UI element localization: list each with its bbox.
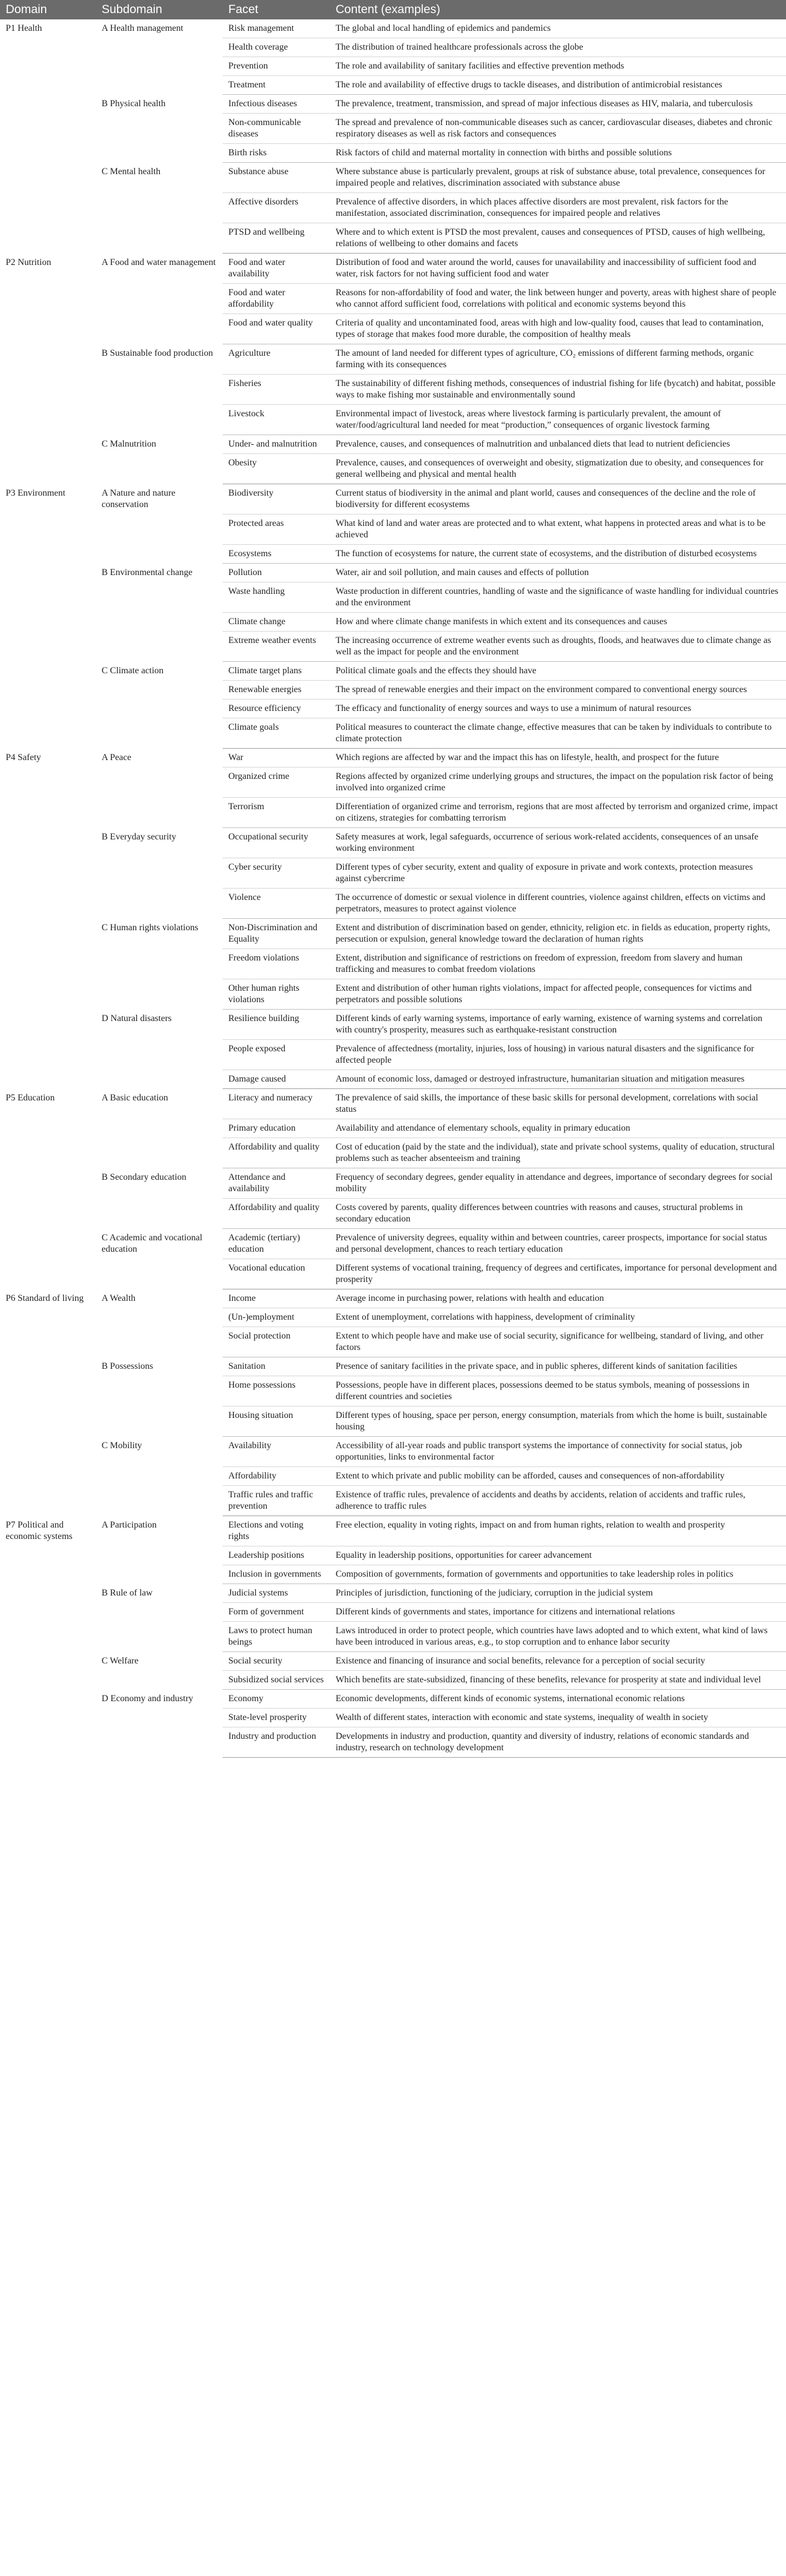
content-cell: Prevalence of affective disorders, in which places affective disorders are most prevalent, risk factors for the manifestation, associated discrimination, consequences for impaired people and relatives: [330, 193, 786, 223]
facet-cell: Cyber security: [223, 858, 330, 889]
facet-cell: Other human rights violations: [223, 979, 330, 1010]
facet-cell: Fisheries: [223, 375, 330, 405]
content-cell: Water, air and soil pollution, and main causes and effects of pollution: [330, 564, 786, 582]
content-cell: Availability and attendance of elementary schools, equality in primary education: [330, 1119, 786, 1138]
table-row: [0, 828, 786, 858]
content-cell: Political measures to counteract the climate change, effective measures that can be taken by individuals to contribute to climate protection: [330, 718, 786, 749]
header-facet: Facet: [223, 0, 330, 19]
subdomain-cell: C Welfare: [102, 1655, 139, 1666]
subdomain-cell: B Sustainable food production: [102, 348, 213, 358]
facet-cell: Livestock: [223, 405, 330, 435]
table-row: [0, 1584, 786, 1603]
content-cell: Which benefits are state-subsidized, financing of these benefits, relevance for prosperity at state and individual level: [330, 1671, 786, 1690]
content-cell: Different types of cyber security, extent and quality of exposure in private and work contexts, protection measures against cybercrime: [330, 858, 786, 889]
domain-cell: P7 Political and economic systems: [6, 1520, 72, 1541]
facet-cell: Prevention: [223, 57, 330, 76]
facet-cell: Pollution: [223, 564, 330, 582]
facet-cell: Laws to protect human beings: [223, 1622, 330, 1652]
content-cell: The spread and prevalence of non-communicable diseases such as cancer, cardiovascular diseases, diabetes and chronic respiratory diseases as well as risk factors and consequences: [330, 114, 786, 144]
content-cell: The sustainability of different fishing methods, consequences of industrial fishing for life (bycatch) and habitat, possible ways to make fishing mor sustainable and environmentally sound: [330, 375, 786, 405]
subdomain-cell: A Nature and nature conservation: [102, 488, 176, 509]
subdomain-cell: A Food and water management: [102, 257, 216, 267]
facet-cell: Subsidized social services: [223, 1671, 330, 1690]
table-row: [0, 1010, 786, 1040]
facet-cell: PTSD and wellbeing: [223, 223, 330, 254]
table-row: [0, 749, 786, 767]
table-row: [0, 163, 786, 193]
domain-cell: P4 Safety: [6, 752, 41, 762]
facet-cell: Affordability and quality: [223, 1199, 330, 1229]
content-cell: The efficacy and functionality of energy sources and ways to use a minimum of natural resources: [330, 700, 786, 718]
facet-cell: Waste handling: [223, 582, 330, 613]
content-cell: Different types of housing, space per person, energy consumption, materials from which the home is built, sustainable housing: [330, 1406, 786, 1437]
header-subdomain: Subdomain: [96, 0, 223, 19]
table-row: [0, 1168, 786, 1199]
content-cell: Frequency of secondary degrees, gender equality in attendance and degrees, importance of secondary degrees for social mobility: [330, 1168, 786, 1199]
facet-cell: Economy: [223, 1690, 330, 1709]
facet-cell: Industry and production: [223, 1727, 330, 1758]
facet-cell: Vocational education: [223, 1259, 330, 1289]
content-cell: Free election, equality in voting rights, impact on and from human rights, relation to wealth and prosperity: [330, 1516, 786, 1546]
table-row: [0, 344, 786, 375]
content-cell: Different kinds of early warning systems, importance of early warning, existence of warning systems and correlation with country's prosperity, measures such as earthquake-resistant construction: [330, 1010, 786, 1040]
facet-cell: Food and water availability: [223, 254, 330, 284]
content-cell: Existence of traffic rules, prevalence of accidents and deaths by accidents, relation of accidents and traffic rules, adherence to traffic rules: [330, 1486, 786, 1516]
content-cell: The function of ecosystems for nature, the current state of ecosystems, and the distribution of disturbed ecosystems: [330, 545, 786, 564]
facet-cell: Climate goals: [223, 718, 330, 749]
content-cell: Prevalence, causes, and consequences of malnutrition and unbalanced diets that lead to nutrient deficiencies: [330, 435, 786, 454]
facet-cell: Risk management: [223, 19, 330, 38]
content-cell: Distribution of food and water around the world, causes for unavailability and inaccessibility of sufficient food and water, risk factors for not having sufficient food and water: [330, 254, 786, 284]
facet-cell: Academic (tertiary) education: [223, 1229, 330, 1259]
content-cell: Political climate goals and the effects they should have: [330, 662, 786, 681]
content-cell: Extent, distribution and significance of restrictions on freedom of expression, freedom from slavery and human trafficking and measures to combat freedom violations: [330, 949, 786, 979]
content-cell: Environmental impact of livestock, areas where livestock farming is particularly prevalent, the amount of water/food/agricultural land needed for meat “production,” consequences of organic livestock farming: [330, 405, 786, 435]
subdomain-cell: A Basic education: [102, 1092, 168, 1103]
content-cell: Extent to which private and public mobility can be afforded, causes and consequences of non-affordability: [330, 1467, 786, 1486]
content-cell: Current status of biodiversity in the animal and plant world, causes and consequences of the decline and the role of biodiversity for different ecosystems: [330, 484, 786, 515]
content-cell: Prevalence of affectedness (mortality, injuries, loss of housing) in various natural disasters and the significance for affected people: [330, 1040, 786, 1070]
content-cell: The spread of renewable energies and their impact on the environment compared to conventional energy sources: [330, 681, 786, 700]
content-cell: The prevalence of said skills, the importance of these basic skills for personal development, correlations with social status: [330, 1089, 786, 1119]
subdomain-cell: A Wealth: [102, 1293, 136, 1303]
facet-cell: Inclusion in governments: [223, 1565, 330, 1584]
facet-cell: Income: [223, 1289, 330, 1308]
content-cell: Different systems of vocational training, frequency of degrees and certificates, importance for personal development and prosperity: [330, 1259, 786, 1289]
header-content: Content (examples): [330, 0, 786, 19]
facet-cell: State-level prosperity: [223, 1709, 330, 1727]
facet-cell: Birth risks: [223, 144, 330, 163]
subdomain-cell: C Human rights violations: [102, 922, 199, 933]
facet-cell: Housing situation: [223, 1406, 330, 1437]
table-row: [0, 1289, 786, 1308]
facet-cell: Climate change: [223, 613, 330, 632]
content-cell: The role and availability of effective drugs to tackle diseases, and distribution of antimicrobial resistances: [330, 76, 786, 95]
subdomain-cell: D Natural disasters: [102, 1013, 172, 1023]
table-row: [0, 254, 786, 284]
table-row: [0, 19, 786, 38]
table-row: [0, 1437, 786, 1467]
content-cell: Extent to which people have and make use of social security, significance for wellbeing, standard of living, and other factors: [330, 1327, 786, 1357]
subdomain-cell: D Economy and industry: [102, 1693, 194, 1703]
facet-cell: Non-communicable diseases: [223, 114, 330, 144]
facet-cell: Resource efficiency: [223, 700, 330, 718]
facet-cell: Health coverage: [223, 38, 330, 57]
facet-cell: Treatment: [223, 76, 330, 95]
content-cell: Differentiation of organized crime and terrorism, regions that are most affected by terrorism and organized crime, impact on citizens, strategies for combatting terrorism: [330, 798, 786, 828]
facet-cell: Availability: [223, 1437, 330, 1467]
facet-cell: Terrorism: [223, 798, 330, 828]
subdomain-cell: C Mental health: [102, 166, 161, 176]
subdomain-cell: A Health management: [102, 23, 184, 33]
facet-cell: Damage caused: [223, 1070, 330, 1089]
table-row: [0, 1357, 786, 1376]
content-cell: Laws introduced in order to protect people, which countries have laws adopted and to which extent, what kind of laws have been introduced in various areas, e.g., to stop corruption and to enhance labor security: [330, 1622, 786, 1652]
content-cell: Average income in purchasing power, relations with health and education: [330, 1289, 786, 1308]
header-domain: Domain: [0, 0, 96, 19]
domain-cell: P3 Environment: [6, 488, 66, 498]
facet-cell: Extreme weather events: [223, 632, 330, 662]
content-cell: Different kinds of governments and states, importance for citizens and international relations: [330, 1603, 786, 1622]
content-cell: Principles of jurisdiction, functioning of the judiciary, corruption in the judicial system: [330, 1584, 786, 1603]
content-cell: The occurrence of domestic or sexual violence in different countries, violence against children, effects on victims and perpetrators, measures to protect against violence: [330, 889, 786, 919]
facet-cell: Infectious diseases: [223, 95, 330, 114]
content-cell: The amount of land needed for different types of agriculture, CO₂ emissions of different farming methods, organic farming with its consequences: [330, 344, 786, 375]
content-cell: Where substance abuse is particularly prevalent, groups at risk of substance abuse, total prevalence, consequences for impaired people and relatives, discrimination associated with substance abuse: [330, 163, 786, 193]
facet-cell: Social security: [223, 1652, 330, 1671]
facet-cell: Resilience building: [223, 1010, 330, 1040]
facet-cell: Non-Discrimination and Equality: [223, 919, 330, 949]
facet-cell: Agriculture: [223, 344, 330, 375]
facet-cell: War: [223, 749, 330, 767]
content-cell: Equality in leadership positions, opportunities for career advancement: [330, 1546, 786, 1565]
table-row: [0, 95, 786, 114]
table-row: [0, 435, 786, 454]
content-cell: Presence of sanitary facilities in the private space, and in public spheres, different kinds of sanitation facilities: [330, 1357, 786, 1376]
content-cell: Economic developments, different kinds of economic systems, international economic relations: [330, 1690, 786, 1709]
content-cell: Extent and distribution of other human rights violations, impact for affected people, consequences for victims and perpetrators and possible solutions: [330, 979, 786, 1010]
table-row: [0, 1652, 786, 1671]
domain-cell: P1 Health: [6, 23, 42, 33]
facet-cell: People exposed: [223, 1040, 330, 1070]
table-row: [0, 662, 786, 681]
content-cell: Where and to which extent is PTSD the most prevalent, causes and consequences of PTSD, causes of high wellbeing, relations of wellbeing to other domains and facets: [330, 223, 786, 254]
subdomain-cell: B Possessions: [102, 1361, 154, 1371]
content-cell: Existence and financing of insurance and social benefits, relevance for a perception of social security: [330, 1652, 786, 1671]
facet-cell: Attendance and availability: [223, 1168, 330, 1199]
content-cell: The distribution of trained healthcare professionals across the globe: [330, 38, 786, 57]
facet-cell: Substance abuse: [223, 163, 330, 193]
facet-cell: Food and water quality: [223, 314, 330, 344]
facet-cell: Affordability and quality: [223, 1138, 330, 1168]
domain-cell: P2 Nutrition: [6, 257, 51, 267]
facet-cell: Elections and voting rights: [223, 1516, 330, 1546]
facet-cell: Climate target plans: [223, 662, 330, 681]
facet-cell: Leadership positions: [223, 1546, 330, 1565]
subdomain-cell: B Physical health: [102, 98, 166, 108]
facet-cell: Violence: [223, 889, 330, 919]
facet-cell: Ecosystems: [223, 545, 330, 564]
table-row: [0, 1089, 786, 1119]
content-cell: Accessibility of all-year roads and public transport systems the importance of connectivity for social status, job opportunities, links to environmental factor: [330, 1437, 786, 1467]
facet-cell: Judicial systems: [223, 1584, 330, 1603]
content-cell: Extent of unemployment, correlations with happiness, development of criminality: [330, 1308, 786, 1327]
facet-cell: Under- and malnutrition: [223, 435, 330, 454]
content-cell: The global and local handling of epidemics and pandemics: [330, 19, 786, 38]
facet-cell: Renewable energies: [223, 681, 330, 700]
subdomain-cell: C Academic and vocational education: [102, 1232, 203, 1254]
facet-cell: Literacy and numeracy: [223, 1089, 330, 1119]
domain-cell: P6 Standard of living: [6, 1293, 84, 1303]
table-body: [0, 19, 786, 1758]
table-row: [0, 1516, 786, 1546]
table-row: [0, 919, 786, 949]
content-cell: Which regions are affected by war and the impact this has on lifestyle, health, and prospect for the future: [330, 749, 786, 767]
facet-cell: Obesity: [223, 454, 330, 484]
facet-cell: Biodiversity: [223, 484, 330, 515]
facet-cell: Protected areas: [223, 515, 330, 545]
facet-cell: Freedom violations: [223, 949, 330, 979]
facet-cell: Sanitation: [223, 1357, 330, 1376]
subdomain-cell: C Malnutrition: [102, 439, 156, 449]
domain-cell: P5 Education: [6, 1092, 55, 1103]
content-cell: Waste production in different countries, handling of waste and the significance of waste handling for individual countries and the environment: [330, 582, 786, 613]
content-cell: Wealth of different states, interaction with economic and state systems, inequality of wealth in society: [330, 1709, 786, 1727]
facet-cell: Food and water affordability: [223, 284, 330, 314]
content-cell: Prevalence of university degrees, equality within and between countries, career prospects, importance for social status and personal development, chances to reach tertiary education: [330, 1229, 786, 1259]
content-cell: The increasing occurrence of extreme weather events such as droughts, floods, and heatwaves due to climate change as well as the impact for people and the environment: [330, 632, 786, 662]
facet-cell: Occupational security: [223, 828, 330, 858]
table-row: [0, 1229, 786, 1259]
facet-cell: Affective disorders: [223, 193, 330, 223]
table-header-row: [0, 0, 786, 19]
subdomain-cell: A Participation: [102, 1520, 157, 1530]
content-cell: Extent and distribution of discrimination based on gender, ethnicity, religion etc. in fields as education, property rights, persecution or expulsion, general knowledge toward the declaration of human rights: [330, 919, 786, 949]
facet-cell: Primary education: [223, 1119, 330, 1138]
content-cell: What kind of land and water areas are protected and to what extent, what happens in protected areas and what is to be achieved: [330, 515, 786, 545]
subdomain-cell: B Environmental change: [102, 567, 193, 577]
content-cell: Possessions, people have in different places, possessions deemed to be status symbols, meaning of possessions in different countries and societies: [330, 1376, 786, 1406]
content-cell: How and where climate change manifests in which extent and its consequences and causes: [330, 613, 786, 632]
content-cell: Reasons for non-affordability of food and water, the link between hunger and poverty, areas with highest share of people who cannot afford sufficient food, correlations with political and economic systems beyond this: [330, 284, 786, 314]
content-cell: Risk factors of child and maternal mortality in connection with births and possible solutions: [330, 144, 786, 163]
table-row: [0, 564, 786, 582]
table-row: [0, 1690, 786, 1709]
content-cell: Safety measures at work, legal safeguards, occurrence of serious work-related accidents, consequences of an unsafe working environment: [330, 828, 786, 858]
table-row: [0, 484, 786, 515]
facet-cell: Traffic rules and traffic prevention: [223, 1486, 330, 1516]
facet-cell: Home possessions: [223, 1376, 330, 1406]
subdomain-cell: B Rule of law: [102, 1588, 153, 1598]
content-cell: Costs covered by parents, quality differences between countries with reasons and causes, structural problems in secondary education: [330, 1199, 786, 1229]
content-cell: Criteria of quality and uncontaminated food, areas with high and low-quality food, causes that lead to contamination, types of storage that makes food more durable, the composition of healthy meals: [330, 314, 786, 344]
facet-cell: (Un-)employment: [223, 1308, 330, 1327]
subdomain-cell: B Everyday security: [102, 831, 176, 842]
subdomain-cell: C Climate action: [102, 665, 164, 676]
content-cell: Cost of education (paid by the state and the individual), state and private school systems, quality of education, structural problems such as teacher absenteeism and training: [330, 1138, 786, 1168]
content-cell: Amount of economic loss, damaged or destroyed infrastructure, humanitarian situation and mitigation measures: [330, 1070, 786, 1089]
content-cell: Regions affected by organized crime underlying groups and structures, the impact on the population risk factor of being involved into organized crime: [330, 767, 786, 798]
content-cell: Composition of governments, formation of governments and opportunities to take leadership roles in politics: [330, 1565, 786, 1584]
subdomain-cell: B Secondary education: [102, 1172, 187, 1182]
subdomain-cell: A Peace: [102, 752, 131, 762]
facet-cell: Form of government: [223, 1603, 330, 1622]
facet-cell: Social protection: [223, 1327, 330, 1357]
content-cell: Developments in industry and production, quantity and diversity of industry, relations of economic standards and industry, research on technology development: [330, 1727, 786, 1758]
content-cell: Prevalence, causes, and consequences of overweight and obesity, stigmatization due to obesity, and consequences for general wellbeing and physical and mental health: [330, 454, 786, 484]
facet-cell: Organized crime: [223, 767, 330, 798]
content-cell: The prevalence, treatment, transmission, and spread of major infectious diseases as HIV, malaria, and tuberculosis: [330, 95, 786, 114]
content-cell: The role and availability of sanitary facilities and effective prevention methods: [330, 57, 786, 76]
subdomain-cell: C Mobility: [102, 1440, 142, 1450]
facet-cell: Affordability: [223, 1467, 330, 1486]
